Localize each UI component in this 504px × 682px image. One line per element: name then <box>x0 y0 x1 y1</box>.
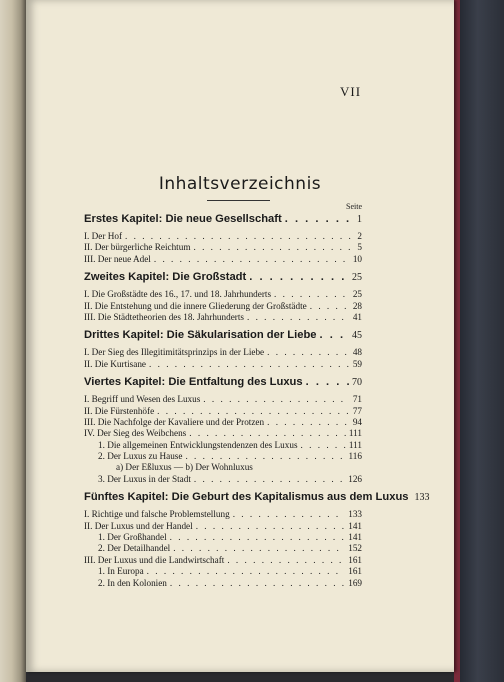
toc-entry <box>84 289 362 300</box>
toc-page-number: 94 <box>352 416 362 427</box>
toc-label: Erstes Kapitel: Die neue Gesellschaft <box>84 213 282 225</box>
toc-page-number: 10 <box>352 253 362 264</box>
toc-label: Drittes Kapitel: Die Säkularisation der Liebe <box>84 329 317 342</box>
toc-label: I. Die Großstädte des 16., 17. und 18. Jahrhunderts <box>84 289 272 300</box>
toc-page-number: 45 <box>352 330 362 342</box>
leader-dots <box>193 242 354 252</box>
leader-dots <box>196 521 346 531</box>
leader-dots <box>233 509 346 519</box>
book-cover <box>460 0 504 682</box>
book-gutter <box>0 0 26 682</box>
toc-page-number: 41 <box>352 311 362 322</box>
toc-entry <box>84 440 362 451</box>
toc-page-number: 25 <box>352 289 362 300</box>
toc-page-number: 161 <box>348 554 362 565</box>
leader-dots <box>147 566 346 576</box>
toc-label: a) Der Eßluxus — b) Der Wohnluxus <box>116 462 253 473</box>
toc-label: III. Der Luxus und die Landwirtschaft <box>84 554 225 565</box>
leader-dots <box>227 555 345 565</box>
toc-entry <box>84 347 362 358</box>
toc-entry <box>84 254 362 265</box>
seite-label: Seite <box>346 202 362 211</box>
toc-page-number: 25 <box>352 272 362 284</box>
toc-entry <box>84 566 362 577</box>
toc-label: I. Richtige und falsche Problemstellung <box>84 509 230 520</box>
toc-label: II. Die Entstehung und die innere Gliederung der Großstädte <box>84 300 307 311</box>
toc-chapter <box>84 213 362 231</box>
toc-page-number: 111 <box>348 428 362 439</box>
leader-dots <box>267 347 350 357</box>
toc-entry <box>84 428 362 439</box>
leader-dots <box>154 254 350 264</box>
toc-chapter <box>84 376 362 394</box>
toc-page-number: 116 <box>348 451 362 462</box>
toc-page-number: 141 <box>348 532 362 543</box>
toc-page-number: 141 <box>348 520 362 531</box>
toc-label: 2. Der Luxus zu Hause <box>98 451 183 462</box>
toc-entry <box>84 462 362 473</box>
toc-page-number: 111 <box>348 439 362 450</box>
toc-label: IV. Der Sieg des Weibchens <box>84 428 187 439</box>
leader-dots <box>170 532 346 542</box>
toc-label: 1. Der Großhandel <box>98 532 167 543</box>
leader-dots <box>194 474 345 484</box>
table-of-contents <box>84 202 430 589</box>
toc-entry <box>84 474 362 485</box>
toc-entry <box>84 406 362 417</box>
toc-label: II. Die Fürstenhöfe <box>84 405 155 416</box>
leader-dots <box>189 428 346 438</box>
toc-page-number: 48 <box>352 347 362 358</box>
toc-entry <box>84 543 362 554</box>
toc-entry <box>84 359 362 370</box>
leader-dots <box>267 417 350 427</box>
toc-label: I. Begriff und Wesen des Luxus <box>84 394 201 405</box>
toc-page-number: 71 <box>352 394 362 405</box>
toc-entry <box>84 521 362 532</box>
toc-page-number: 169 <box>348 577 362 588</box>
book-page <box>26 0 454 672</box>
toc-label: II. Der Luxus und der Handel <box>84 520 193 531</box>
leader-dots <box>203 394 350 404</box>
toc-rows <box>84 213 430 589</box>
page-number: VII <box>340 84 362 99</box>
toc-page-number: 2 <box>357 231 362 241</box>
leader-dots <box>274 289 350 299</box>
toc-label: Viertes Kapitel: Die Entfaltung des Luxus <box>84 376 303 389</box>
toc-label: I. Der Sieg des Illegitimitätsprinzips in der Liebe <box>84 347 265 358</box>
toc-entry <box>84 555 362 566</box>
toc-chapter <box>84 329 362 347</box>
toc-page-number: 1 <box>357 214 362 225</box>
toc-entry <box>84 451 362 462</box>
toc-page-number: 133 <box>414 492 430 504</box>
toc-label: 2. In den Kolonien <box>98 577 167 588</box>
toc-label: II. Die Kurtisane <box>84 358 146 369</box>
toc-label: 1. Die allgemeinen Entwicklungstendenzen des Luxus <box>98 439 298 450</box>
leader-dots <box>301 440 346 450</box>
leader-dots <box>247 312 350 322</box>
toc-label: Fünftes Kapitel: Die Geburt des Kapitalismus aus dem Luxus <box>84 491 409 504</box>
toc-page-number: 59 <box>352 358 362 369</box>
toc-entry <box>84 242 362 253</box>
leader-dots <box>320 329 349 341</box>
toc-page-number: 77 <box>352 405 362 416</box>
leader-dots <box>149 359 350 369</box>
leader-dots <box>306 376 349 388</box>
toc-label: III. Der neue Adel <box>84 253 151 264</box>
toc-label: Zweites Kapitel: Die Großstadt <box>84 271 247 284</box>
toc-page-number: 133 <box>348 509 362 520</box>
toc-label: III. Die Städtetheorien des 18. Jahrhunderts <box>84 311 244 322</box>
toc-page-number: 161 <box>348 566 362 577</box>
toc-label: I. Der Hof <box>84 231 123 241</box>
toc-entry <box>84 301 362 312</box>
leader-dots <box>310 301 350 311</box>
leader-dots <box>173 543 345 553</box>
toc-label: 1. In Europa <box>98 566 144 577</box>
toc-entry <box>84 394 362 405</box>
toc-page-number: 126 <box>348 473 362 484</box>
toc-label: II. Der bürgerliche Reichtum <box>84 242 191 253</box>
toc-entry <box>84 509 362 520</box>
toc-page-number: 152 <box>348 543 362 554</box>
toc-chapter <box>84 271 362 289</box>
leader-dots <box>285 213 354 225</box>
title-rule <box>207 200 270 201</box>
toc-page-number: 70 <box>352 377 362 389</box>
toc-label: III. Die Nachfolge der Kavaliere und der Protzen <box>84 416 265 427</box>
toc-entry <box>84 417 362 428</box>
toc-entry <box>84 312 362 323</box>
leader-dots <box>157 406 350 416</box>
toc-entry <box>84 578 362 589</box>
page-title: Inhaltsverzeichnis <box>158 174 322 194</box>
toc-label: 3. Der Luxus in der Stadt <box>98 473 191 484</box>
leader-dots <box>170 578 345 588</box>
toc-chapter <box>84 491 430 509</box>
leader-dots <box>185 451 345 461</box>
toc-entry <box>84 532 362 543</box>
toc-entry <box>84 231 362 242</box>
toc-page-number: 5 <box>357 242 362 253</box>
toc-page-number: 28 <box>352 300 362 311</box>
toc-label: 2. Der Detailhandel <box>98 543 171 554</box>
leader-dots <box>249 271 349 283</box>
leader-dots <box>125 231 354 241</box>
